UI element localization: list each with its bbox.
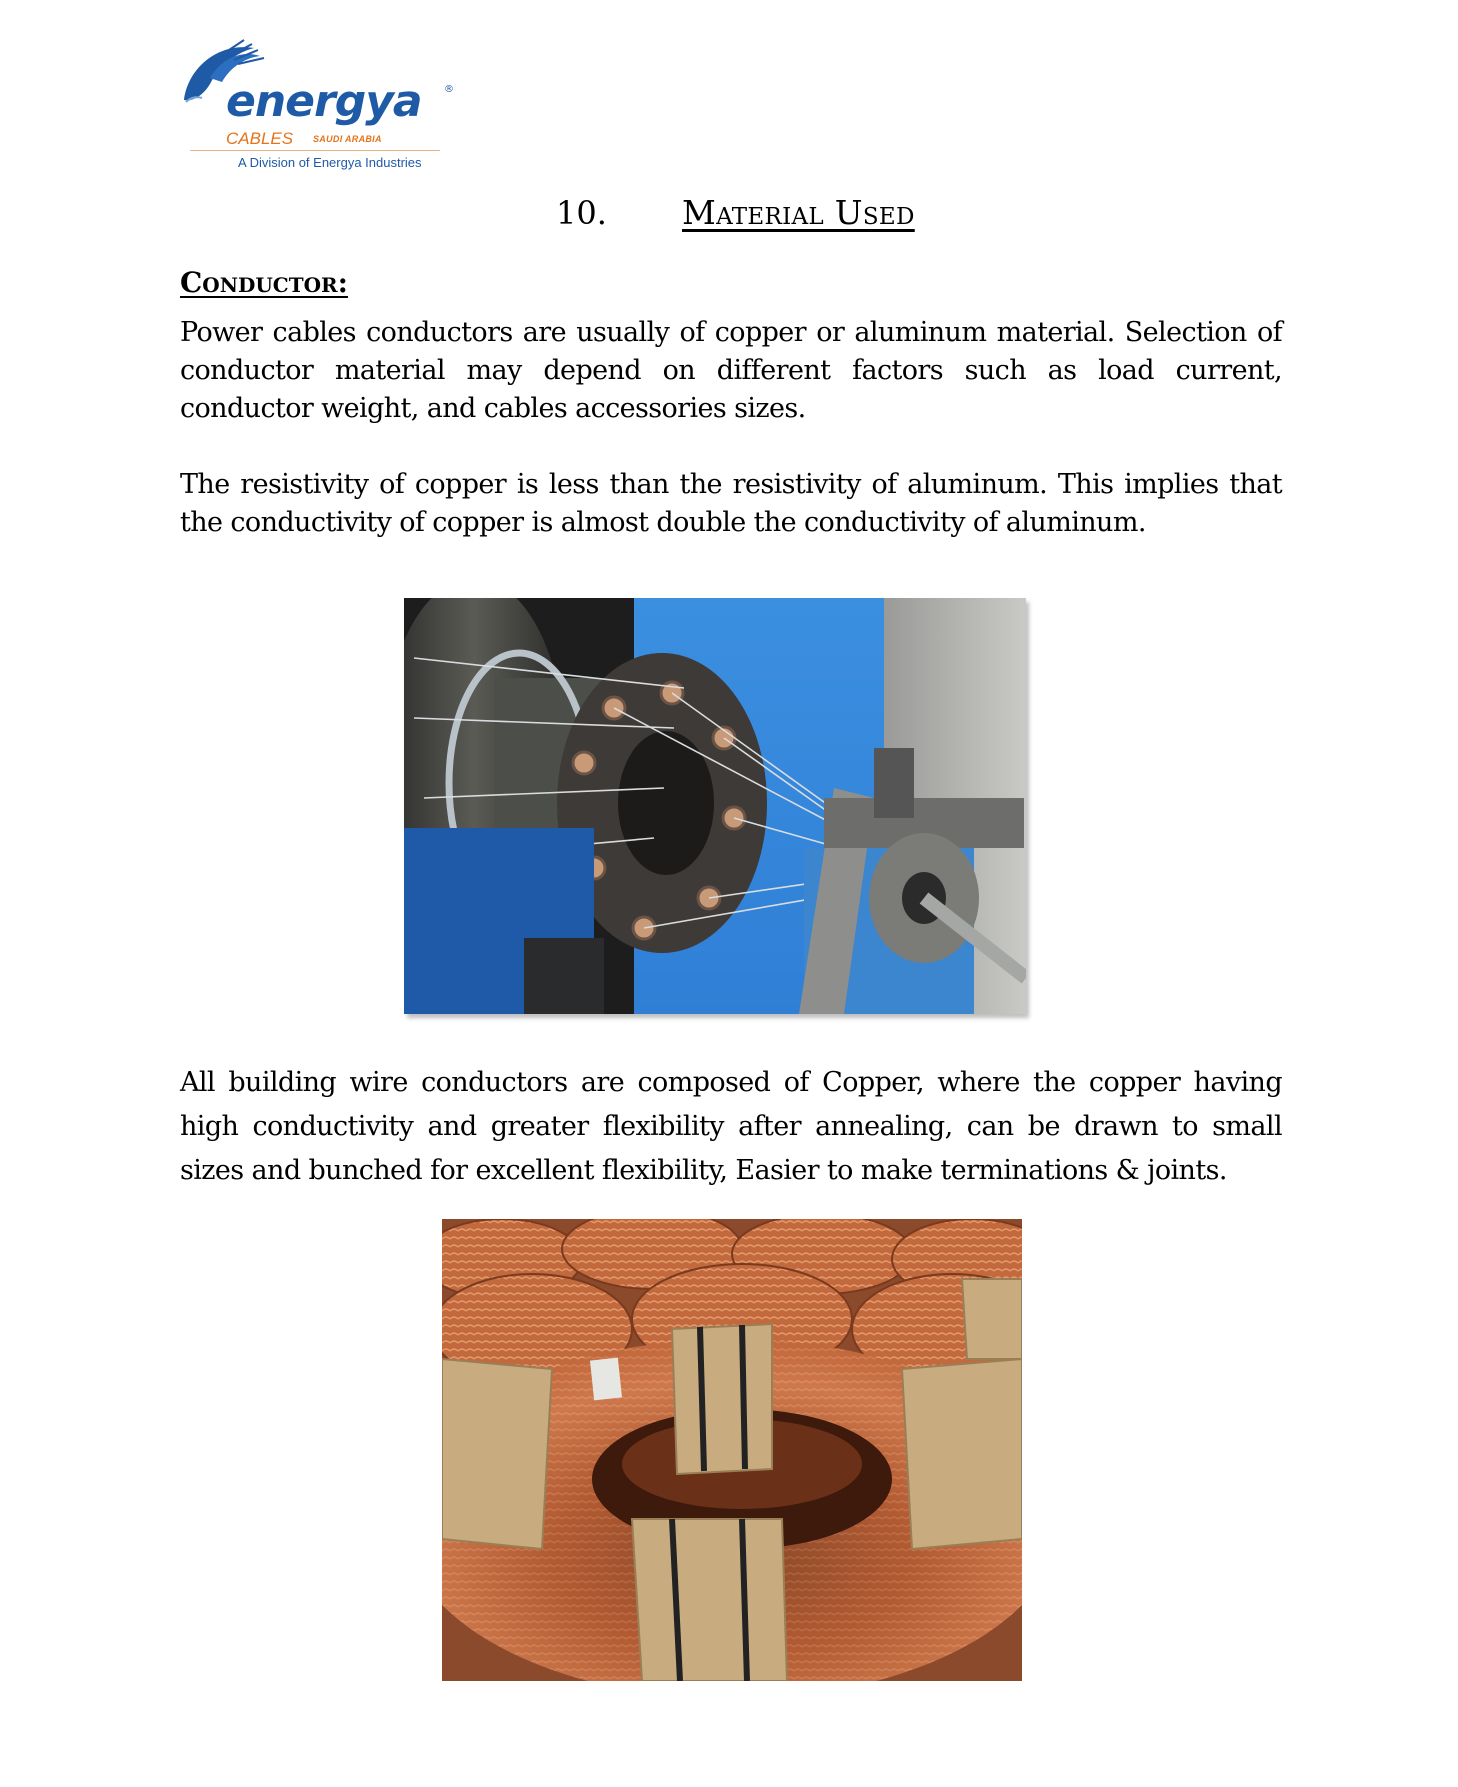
conductor-heading: Conductor: (180, 266, 348, 299)
logo-brand-name: energya (226, 76, 422, 127)
section-number: 10. (556, 194, 607, 232)
logo-registered-mark: ® (444, 84, 454, 95)
paragraph-conductor-materials: Power cables conductors are usually of copper or aluminum material. Selection of conductor material may depend on different factors such as load current, conductor weight, and cables accessories sizes. (180, 317, 1282, 424)
copper-coils-photo (442, 1219, 1022, 1681)
paragraph-building-wire: All building wire conductors are composed of Copper, where the copper having high conductivity and greater flexibility after annealing, can be drawn to small sizes and bunched for excellent flexibility, Easier to make terminations & joints. (180, 1067, 1282, 1186)
section-heading (556, 193, 915, 232)
company-logo (180, 38, 460, 168)
logo-region: SAUDI ARABIA (313, 134, 382, 144)
logo-divider (190, 150, 440, 151)
logo-product-line: CABLES (226, 129, 294, 148)
paragraph-resistivity: The resistivity of copper is less than the resistivity of aluminum. This implies that the conductivity of copper is almost double the conductivity of aluminum. (180, 469, 1282, 538)
logo-division-text: A Division of Energya Industries (238, 155, 422, 170)
section-title: Material Used (682, 193, 915, 232)
stranding-machine-photo (404, 598, 1026, 1014)
